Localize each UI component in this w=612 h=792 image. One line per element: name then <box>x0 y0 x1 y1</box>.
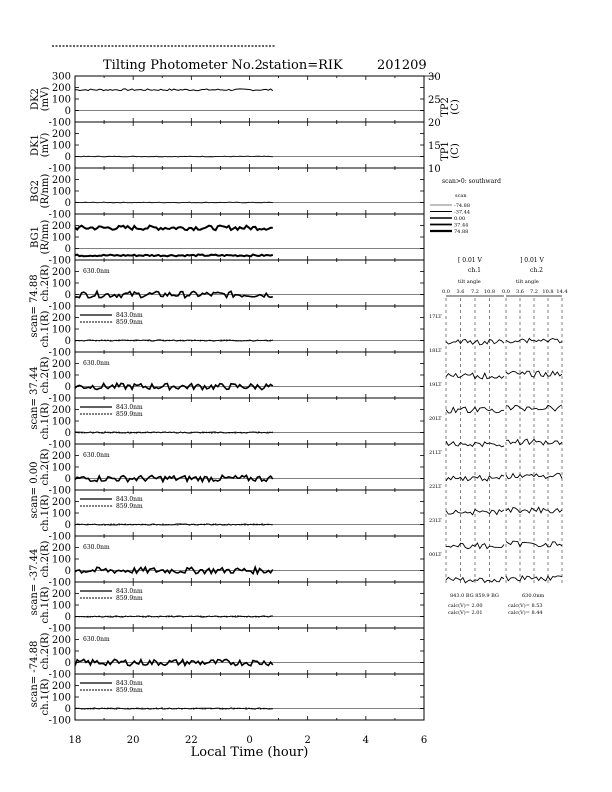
y-tick-label: -100 <box>48 301 71 313</box>
tilt-tick-ch2: 3.6 <box>516 289 524 295</box>
trace-bg1-b <box>75 255 273 257</box>
tilt-trace-ch1 <box>446 543 504 549</box>
y-tick-label: 0 <box>64 336 71 347</box>
line-label-8599: 859.9nm <box>116 503 143 510</box>
calc-ch2-a: calc(V)= 8.53 <box>508 603 543 609</box>
y-tick-label: -100 <box>48 117 71 129</box>
panel-frame <box>75 628 424 674</box>
panel-frame <box>75 352 424 398</box>
hour-label: 00LT <box>429 552 442 558</box>
panel-frame <box>75 260 424 306</box>
legend-item: 0.00 <box>454 216 466 222</box>
channel-label: ch.1(R) <box>40 402 51 440</box>
hour-label: 20LT <box>429 416 442 422</box>
y-tick-label: 0 <box>64 428 71 439</box>
calc-ch2-b: calc(V)= 8.44 <box>508 610 543 616</box>
calc-ch1-b: calc(V)= 2.01 <box>448 610 483 616</box>
y-tick-label: 200 <box>51 405 71 416</box>
scan-label: scan= 74.88 <box>29 274 40 338</box>
hour-label: 19LT <box>429 382 442 388</box>
y-tick-label: 100 <box>51 646 71 658</box>
hour-label: 22LT <box>429 484 442 490</box>
y-tick-label: 0 <box>64 152 71 163</box>
y-tick-label: -100 <box>48 163 71 175</box>
tp2-label: TP2 <box>440 97 451 117</box>
panel-frames <box>75 76 436 720</box>
tilt-label-ch2: tilt angle <box>516 279 539 285</box>
panel-y-label: (R/nm) <box>40 219 51 255</box>
legend-item: 37.44 <box>454 222 469 229</box>
temp-tick-label: 15 <box>428 141 441 152</box>
line-label-843: 843.0nm <box>116 404 143 411</box>
line-label-630: 630.0nm <box>83 360 110 367</box>
tilt-tick-ch1: 7.2 <box>471 289 479 295</box>
y-tick-label: -100 <box>48 623 71 635</box>
line-label-630: 630.0nm <box>83 544 110 551</box>
tp1-label: TP1 <box>440 141 451 161</box>
channel-label: ch.2(R) <box>40 540 51 578</box>
panel-y-label: DK1 <box>30 134 41 156</box>
y-tick-label: 0 <box>64 290 71 301</box>
trace-bg1-a <box>75 226 273 231</box>
y-tick-label: 300 <box>51 71 71 83</box>
y-tick-label: -100 <box>48 577 71 589</box>
scan-label: scan= -37.44 <box>29 548 40 616</box>
y-tick-label: 100 <box>51 94 71 106</box>
y-tick-label: 100 <box>51 140 71 152</box>
line-label-843: 843.0nm <box>116 588 143 595</box>
y-tick-label: 100 <box>51 600 71 612</box>
y-tick-label: 100 <box>51 554 71 566</box>
trace-ch1-8599 <box>75 616 273 617</box>
ch1-name: ch.1 <box>468 267 481 274</box>
panel-y-label: (mV) <box>40 132 51 158</box>
line-label-630: 630.0nm <box>83 636 110 643</box>
y-tick-label: 0 <box>64 520 71 531</box>
y-tick-label: 0 <box>64 474 71 485</box>
line-label-8599: 859.9nm <box>116 687 143 694</box>
y-tick-label: 0 <box>64 658 71 669</box>
chart-title: Tilting Photometer No.2 <box>103 58 263 73</box>
line-label-630: 630.0nm <box>83 268 110 275</box>
line-label-843: 843.0nm <box>116 312 143 319</box>
y-tick-label: 200 <box>51 451 71 462</box>
tp1-unit: (C) <box>450 143 461 159</box>
scan-label: scan= -74.88 <box>29 640 40 708</box>
y-tick-label: 100 <box>51 278 71 290</box>
panel-frame <box>75 214 424 260</box>
ch1-scale: [ 0.01 V <box>458 257 482 264</box>
y-tick-label: 100 <box>51 186 71 198</box>
tilt-tick-ch2: 14.4 <box>556 289 568 295</box>
panel-y-label: (mV) <box>40 86 51 112</box>
y-tick-label: 0 <box>64 198 71 209</box>
data-traces <box>75 89 273 709</box>
y-tick-label: 100 <box>51 692 71 704</box>
panel-frame <box>75 76 424 122</box>
channel-label: ch.1(R) <box>40 586 51 624</box>
y-tick-label: 200 <box>51 129 71 140</box>
calc-ch1-a: calc(V)= 2.00 <box>448 603 483 609</box>
hour-label: 17LT <box>429 314 442 320</box>
x-axis-label: Local Time (hour) <box>190 745 309 760</box>
scan-label: scan= 37.44 <box>29 366 40 430</box>
tilt-side-panel <box>429 178 568 616</box>
y-tick-label: -100 <box>48 393 71 405</box>
y-tick-label: 200 <box>51 175 71 186</box>
x-tick-label: 18 <box>68 735 82 746</box>
y-tick-label: 100 <box>51 416 71 428</box>
y-tick-label: 0 <box>64 612 71 623</box>
tp2-unit: (C) <box>450 99 461 115</box>
temp-tick-label: 10 <box>428 164 441 175</box>
channel-label: ch.2(R) <box>40 632 51 670</box>
line-label-630: 630.0nm <box>83 452 110 459</box>
ch2-name: ch.2 <box>530 267 543 274</box>
y-tick-label: 200 <box>51 635 71 646</box>
hour-label: 18LT <box>429 348 442 354</box>
y-tick-label: 200 <box>51 313 71 324</box>
line-label-843: 843.0nm <box>116 496 143 503</box>
y-tick-label: 0 <box>64 704 71 715</box>
channel-label: ch.1(R) <box>40 494 51 532</box>
panel-y-label: BG1 <box>30 226 41 248</box>
station-label: station=RIK <box>262 58 343 73</box>
x-tick-label: 22 <box>184 735 198 746</box>
side-bottom-ch1: 843.0 BG 859.9 BG <box>450 593 499 599</box>
x-tick-label: 4 <box>362 735 370 746</box>
channel-label: ch.2(R) <box>40 264 51 302</box>
y-tick-label: -100 <box>48 531 71 543</box>
y-tick-label: 100 <box>51 232 71 244</box>
legend-header: scan <box>455 193 467 199</box>
y-tick-label: 0 <box>64 382 71 393</box>
trace-dk2 <box>75 89 273 91</box>
y-tick-label: -100 <box>48 347 71 359</box>
y-tick-label: -100 <box>48 715 71 727</box>
temp-tick-label: 30 <box>428 72 441 83</box>
panel-y-label: BG2 <box>30 180 41 202</box>
y-tick-label: 200 <box>51 543 71 554</box>
x-tick-label: 20 <box>126 735 140 746</box>
y-tick-label: 200 <box>51 267 71 278</box>
y-tick-label: 0 <box>64 566 71 577</box>
y-tick-label: 100 <box>51 462 71 474</box>
y-tick-label: -100 <box>48 485 71 497</box>
y-tick-label: 100 <box>51 370 71 382</box>
channel-label: ch.2(R) <box>40 448 51 486</box>
trace-dk1 <box>75 156 273 157</box>
legend-item: -74.88 <box>454 203 471 209</box>
side-bottom-ch2: 630.0nm <box>522 593 545 599</box>
legend-item: 74.88 <box>454 229 469 235</box>
line-label-8599: 859.9nm <box>116 319 143 326</box>
y-tick-label: -100 <box>48 669 71 681</box>
ch2-scale: ] 0.01 V <box>520 257 544 264</box>
y-tick-label: -100 <box>48 209 71 221</box>
legend-item: -37.44 <box>454 209 471 216</box>
y-tick-label: 200 <box>51 681 71 692</box>
tilt-label-ch1: tilt angle <box>458 279 481 285</box>
panel-y-label: DK2 <box>30 88 41 110</box>
y-tick-label: 100 <box>51 324 71 336</box>
tilt-tick-ch2: 0.0 <box>502 289 510 295</box>
y-tick-label: -100 <box>48 439 71 451</box>
hour-label: 23LT <box>429 518 442 524</box>
channel-label: ch.1(R) <box>40 310 51 348</box>
legend-title: scan>0: southward <box>442 178 501 185</box>
panel-y-label: (R/nm) <box>40 173 51 209</box>
tilt-tick-ch1: 3.6 <box>456 289 465 295</box>
chart-labels <box>29 46 461 760</box>
channel-label: ch.2(R) <box>40 356 51 394</box>
panel-frame <box>75 444 424 490</box>
line-label-843: 843.0nm <box>116 680 143 687</box>
y-tick-label: -100 <box>48 255 71 267</box>
hour-label: 21LT <box>429 450 442 456</box>
tilt-tick-ch1: 10.8 <box>483 289 496 295</box>
y-tick-label: 200 <box>51 497 71 508</box>
panel-frame <box>75 122 424 168</box>
y-tick-label: 200 <box>51 221 71 232</box>
y-tick-label: 200 <box>51 359 71 370</box>
date-label: 201209 <box>377 58 427 73</box>
tilt-tick-ch2: 10.8 <box>542 289 554 295</box>
channel-label: ch.1(R) <box>40 678 51 716</box>
y-tick-label: 200 <box>51 83 71 94</box>
panel-frame <box>75 536 424 582</box>
tilt-tick-ch2: 7.2 <box>530 289 538 295</box>
panel-frame <box>75 168 424 214</box>
scan-label: scan= 0.00 <box>29 461 40 519</box>
line-label-8599: 859.9nm <box>116 595 143 602</box>
y-tick-label: 200 <box>51 589 71 600</box>
line-label-8599: 859.9nm <box>116 411 143 418</box>
y-tick-label: 0 <box>64 106 71 117</box>
y-tick-label: 0 <box>64 244 71 255</box>
x-tick-label: 2 <box>304 735 311 746</box>
tilt-trace-ch1 <box>446 509 504 514</box>
temp-tick-label: 20 <box>428 118 441 129</box>
temp-tick-label: 25 <box>428 95 441 106</box>
tilt-tick-ch1: 0.0 <box>442 289 450 295</box>
x-tick-label: 0 <box>246 735 253 746</box>
y-tick-label: 100 <box>51 508 71 520</box>
x-tick-label: 6 <box>420 735 428 746</box>
